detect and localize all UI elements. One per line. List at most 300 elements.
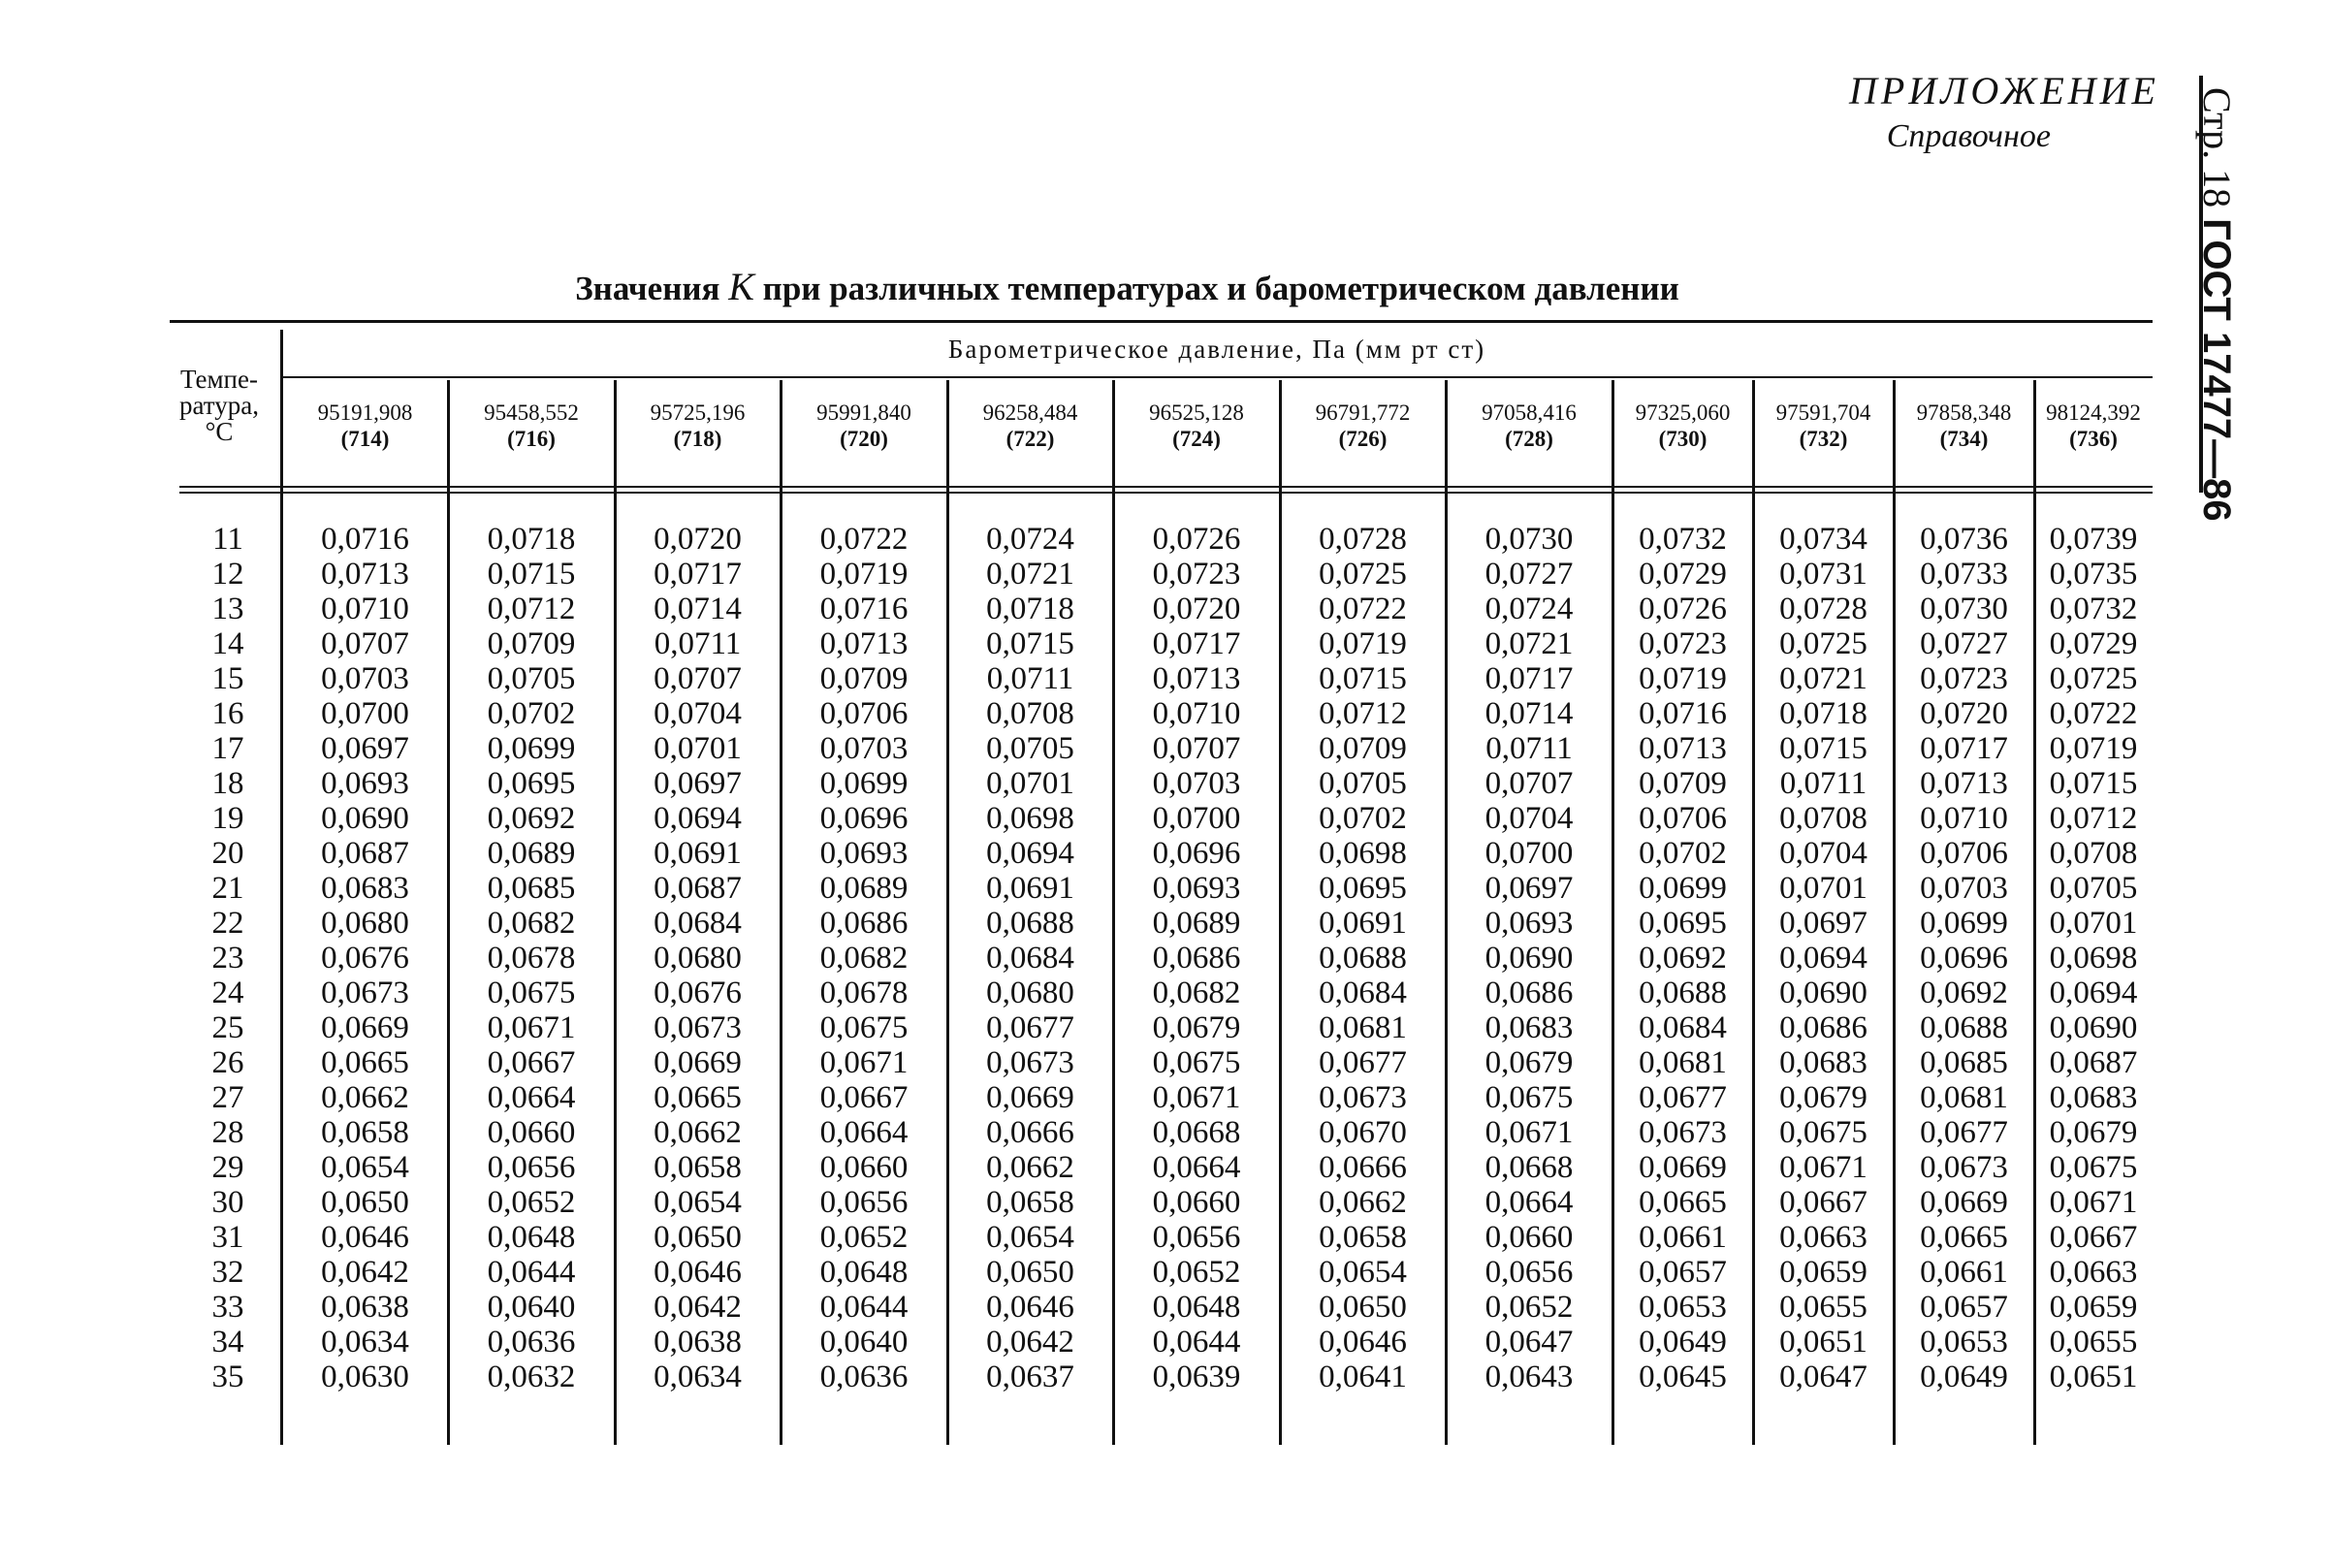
title-after: при различных температурах и барометрическом давлении — [762, 270, 1679, 307]
k-value-cell: 0,0693 — [321, 766, 409, 801]
temperature-cell: 19 — [211, 801, 244, 836]
k-value-cell: 0,0644 — [1152, 1325, 1241, 1360]
k-value-cell: 0,0712 — [1319, 696, 1407, 731]
temperature-cell: 11 — [212, 522, 243, 557]
k-value-cell: 0,0707 — [654, 661, 742, 696]
k-value-cell: 0,0654 — [1319, 1255, 1407, 1290]
k-value-cell: 0,0652 — [1484, 1290, 1574, 1325]
k-value-cell: 0,0664 — [1484, 1185, 1574, 1220]
k-value-cell: 0,0703 — [321, 661, 409, 696]
k-value-cell: 0,0644 — [487, 1255, 576, 1290]
k-value-cell: 0,0707 — [1152, 731, 1241, 766]
k-value-cell: 0,0689 — [819, 871, 909, 906]
k-value-cell: 0,0733 — [1920, 557, 2008, 592]
pressure-mm-label: (718) — [673, 427, 722, 451]
k-value-cell: 0,0669 — [321, 1010, 409, 1045]
k-value-cell: 0,0717 — [1152, 626, 1241, 661]
pressure-pa-label: 97058,416 — [1482, 400, 1577, 425]
k-value-cell: 0,0680 — [654, 941, 742, 976]
k-value-cell: 0,0665 — [321, 1045, 409, 1080]
k-value-cell: 0,0632 — [487, 1360, 576, 1394]
k-value-cell: 0,0646 — [321, 1220, 409, 1255]
title-before: Значения — [575, 270, 720, 307]
k-value-cell: 0,0688 — [1920, 1010, 2008, 1045]
k-value-cell: 0,0682 — [819, 941, 909, 976]
value-column — [1113, 522, 1280, 1394]
k-value-cell: 0,0687 — [2049, 1045, 2138, 1080]
k-value-cell: 0,0648 — [487, 1220, 576, 1255]
k-value-cell: 0,0695 — [1639, 906, 1727, 941]
k-value-cell: 0,0664 — [487, 1080, 576, 1115]
pressure-header: Барометрическое давление, Па (мм рт ст) — [947, 335, 1486, 364]
pressure-pa-label: 95191,908 — [317, 400, 413, 425]
k-value-cell: 0,0692 — [1639, 941, 1727, 976]
k-value-cell: 0,0689 — [487, 836, 576, 871]
pressure-mm-label: (720) — [840, 427, 888, 451]
k-value-cell: 0,0656 — [819, 1185, 909, 1220]
k-value-cell: 0,0686 — [1484, 976, 1574, 1010]
k-value-cell: 0,0713 — [1152, 661, 1241, 696]
pressure-column-header — [2034, 400, 2153, 452]
k-value-cell: 0,0725 — [2049, 661, 2138, 696]
k-value-cell: 0,0702 — [1319, 801, 1407, 836]
k-value-cell: 0,0722 — [819, 522, 909, 557]
k-value-cell: 0,0667 — [819, 1080, 909, 1115]
k-value-cell: 0,0692 — [487, 801, 576, 836]
k-value-cell: 0,0730 — [1920, 592, 2008, 626]
k-value-cell: 0,0719 — [819, 557, 909, 592]
k-value-cell: 0,0690 — [321, 801, 409, 836]
k-value-cell: 0,0647 — [1779, 1360, 1867, 1394]
temperature-cell: 30 — [211, 1185, 244, 1220]
k-value-cell: 0,0723 — [1920, 661, 2008, 696]
k-value-cell: 0,0709 — [819, 661, 909, 696]
k-value-cell: 0,0721 — [1484, 626, 1574, 661]
k-value-cell: 0,0728 — [1319, 522, 1407, 557]
k-value-cell: 0,0652 — [1152, 1255, 1241, 1290]
k-value-cell: 0,0654 — [986, 1220, 1074, 1255]
k-value-cell: 0,0645 — [1639, 1360, 1727, 1394]
k-value-cell: 0,0698 — [2049, 941, 2138, 976]
k-value-cell: 0,0718 — [487, 522, 576, 557]
k-value-cell: 0,0687 — [654, 871, 742, 906]
k-value-cell: 0,0691 — [1319, 906, 1407, 941]
k-value-cell: 0,0717 — [654, 557, 742, 592]
k-value-cell: 0,0736 — [1920, 522, 2008, 557]
pressure-mm-label: (728) — [1505, 427, 1553, 451]
k-value-cell: 0,0677 — [986, 1010, 1074, 1045]
temperature-header-line-1: Темпе- — [180, 365, 258, 394]
side-header — [2194, 87, 2240, 522]
k-value-cell: 0,0671 — [1152, 1080, 1241, 1115]
k-value-cell: 0,0732 — [2049, 592, 2138, 626]
k-value-cell: 0,0655 — [2049, 1325, 2138, 1360]
pressure-pa-label: 97858,348 — [1916, 400, 2012, 425]
k-value-cell: 0,0698 — [1319, 836, 1407, 871]
k-value-cell: 0,0666 — [986, 1115, 1074, 1150]
k-value-cell: 0,0720 — [654, 522, 742, 557]
k-value-cell: 0,0711 — [654, 626, 742, 661]
k-value-cell: 0,0641 — [1319, 1360, 1407, 1394]
pressure-pa-label: 97591,704 — [1775, 400, 1871, 425]
temperature-cell: 25 — [211, 1010, 244, 1045]
k-value-cell: 0,0739 — [2049, 522, 2138, 557]
k-value-cell: 0,0685 — [1920, 1045, 2008, 1080]
k-value-cell: 0,0708 — [1779, 801, 1867, 836]
k-value-cell: 0,0706 — [819, 696, 909, 731]
k-value-cell: 0,0693 — [1484, 906, 1574, 941]
k-value-cell: 0,0664 — [1152, 1150, 1241, 1185]
k-value-cell: 0,0713 — [321, 557, 409, 592]
k-value-cell: 0,0706 — [1639, 801, 1727, 836]
k-value-cell: 0,0646 — [654, 1255, 742, 1290]
k-value-cell: 0,0642 — [986, 1325, 1074, 1360]
k-value-cell: 0,0665 — [1639, 1185, 1727, 1220]
k-value-cell: 0,0710 — [321, 592, 409, 626]
k-value-cell: 0,0700 — [1484, 836, 1574, 871]
k-value-cell: 0,0720 — [1920, 696, 2008, 731]
k-value-cell: 0,0677 — [1319, 1045, 1407, 1080]
side-standard-code: ГОСТ 17477—86 — [2195, 218, 2238, 522]
temperature-cell: 22 — [211, 906, 244, 941]
pressure-mm-label: (730) — [1658, 427, 1708, 451]
k-value-cell: 0,0659 — [2049, 1290, 2138, 1325]
value-column — [448, 522, 615, 1394]
k-value-cell: 0,0731 — [1779, 557, 1867, 592]
temperature-cell: 16 — [211, 696, 244, 731]
k-value-cell: 0,0715 — [986, 626, 1074, 661]
k-value-cell: 0,0688 — [986, 906, 1074, 941]
k-value-cell: 0,0690 — [1779, 976, 1867, 1010]
table-title — [165, 264, 2090, 309]
header-bottom-rule-2 — [179, 492, 2153, 494]
temperature-cell: 21 — [211, 871, 244, 906]
k-value-cell: 0,0717 — [1484, 661, 1574, 696]
k-value-cell: 0,0716 — [321, 522, 409, 557]
k-value-cell: 0,0636 — [487, 1325, 576, 1360]
k-value-cell: 0,0701 — [986, 766, 1074, 801]
k-value-cell: 0,0709 — [1319, 731, 1407, 766]
k-value-cell: 0,0703 — [1152, 766, 1241, 801]
k-value-cell: 0,0699 — [819, 766, 909, 801]
pressure-column-header — [947, 400, 1113, 452]
k-value-cell: 0,0656 — [487, 1150, 576, 1185]
k-value-cell: 0,0658 — [986, 1185, 1074, 1220]
k-value-cell: 0,0694 — [986, 836, 1074, 871]
k-value-cell: 0,0727 — [1920, 626, 2008, 661]
k-value-cell: 0,0696 — [1152, 836, 1241, 871]
k-value-cell: 0,0649 — [1639, 1325, 1727, 1360]
k-value-cell: 0,0639 — [1152, 1360, 1241, 1394]
k-value-cell: 0,0662 — [321, 1080, 409, 1115]
k-value-cell: 0,0671 — [1779, 1150, 1867, 1185]
temperature-cell: 12 — [211, 557, 244, 592]
k-value-cell: 0,0686 — [1152, 941, 1241, 976]
k-value-cell: 0,0656 — [1152, 1220, 1241, 1255]
k-value-cell: 0,0669 — [1639, 1150, 1727, 1185]
k-value-cell: 0,0683 — [2049, 1080, 2138, 1115]
temperature-cell: 20 — [211, 836, 244, 871]
k-value-cell: 0,0721 — [1779, 661, 1867, 696]
temperature-cell: 26 — [211, 1045, 244, 1080]
temperature-cell: 18 — [211, 766, 244, 801]
k-value-cell: 0,0732 — [1639, 522, 1727, 557]
k-value-cell: 0,0682 — [487, 906, 576, 941]
k-value-cell: 0,0652 — [819, 1220, 909, 1255]
pressure-mm-label: (714) — [340, 427, 390, 451]
temperature-cell: 32 — [211, 1255, 244, 1290]
k-value-cell: 0,0705 — [986, 731, 1074, 766]
k-value-cell: 0,0722 — [1319, 592, 1407, 626]
temperature-cell: 24 — [211, 976, 244, 1010]
temperature-cell: 14 — [211, 626, 244, 661]
k-value-cell: 0,0642 — [321, 1255, 409, 1290]
k-value-cell: 0,0673 — [321, 976, 409, 1010]
k-value-cell: 0,0734 — [1779, 522, 1867, 557]
value-column — [1446, 522, 1612, 1394]
pressure-header-rule — [281, 376, 2153, 378]
k-value-cell: 0,0661 — [1920, 1255, 2008, 1290]
k-value-cell: 0,0725 — [1319, 557, 1407, 592]
k-value-cell: 0,0710 — [1152, 696, 1241, 731]
k-value-cell: 0,0729 — [1639, 557, 1727, 592]
k-value-cell: 0,0720 — [1152, 592, 1241, 626]
k-value-cell: 0,0728 — [1779, 592, 1867, 626]
temperature-cell: 27 — [211, 1080, 244, 1115]
pressure-column-header — [448, 400, 615, 452]
k-value-cell: 0,0722 — [2049, 696, 2138, 731]
pressure-mm-label: (736) — [2069, 427, 2118, 451]
pressure-mm-label: (732) — [1799, 427, 1848, 451]
k-value-cell: 0,0699 — [487, 731, 576, 766]
k-value-cell: 0,0715 — [2049, 766, 2138, 801]
value-column — [1280, 522, 1446, 1394]
k-value-cell: 0,0698 — [986, 801, 1074, 836]
k-value-cell: 0,0684 — [654, 906, 742, 941]
k-value-cell: 0,0651 — [1779, 1325, 1867, 1360]
k-value-cell: 0,0648 — [819, 1255, 909, 1290]
k-value-cell: 0,0637 — [986, 1360, 1074, 1394]
k-value-cell: 0,0675 — [1779, 1115, 1867, 1150]
k-value-cell: 0,0668 — [1484, 1150, 1574, 1185]
k-value-cell: 0,0640 — [819, 1325, 909, 1360]
k-value-cell: 0,0660 — [1152, 1185, 1241, 1220]
k-value-cell: 0,0647 — [1484, 1325, 1574, 1360]
value-column — [1612, 522, 1753, 1394]
k-value-cell: 0,0696 — [819, 801, 909, 836]
k-value-cell: 0,0673 — [986, 1045, 1074, 1080]
k-value-cell: 0,0718 — [1779, 696, 1867, 731]
k-value-cell: 0,0656 — [1484, 1255, 1574, 1290]
k-value-cell: 0,0705 — [487, 661, 576, 696]
k-value-cell: 0,0678 — [487, 941, 576, 976]
k-value-cell: 0,0709 — [487, 626, 576, 661]
header-bottom-rule — [179, 486, 2153, 488]
k-value-cell: 0,0642 — [654, 1290, 742, 1325]
pressure-pa-label: 95991,840 — [816, 400, 911, 425]
k-value-cell: 0,0646 — [1319, 1325, 1407, 1360]
temperature-cell: 29 — [211, 1150, 244, 1185]
temperature-column — [170, 522, 286, 1394]
k-value-cell: 0,0715 — [1779, 731, 1867, 766]
k-value-cell: 0,0707 — [1484, 766, 1574, 801]
temperature-header-line-3: °C — [205, 417, 234, 446]
pressure-pa-label: 98124,392 — [2046, 400, 2141, 425]
pressure-mm-label: (716) — [507, 427, 556, 451]
k-value-cell: 0,0714 — [1484, 696, 1574, 731]
reference-label: Справочное — [1886, 118, 2051, 154]
k-value-cell: 0,0650 — [654, 1220, 742, 1255]
k-value-cell: 0,0681 — [1639, 1045, 1727, 1080]
k-value-cell: 0,0710 — [1920, 801, 2008, 836]
k-value-cell: 0,0682 — [1152, 976, 1241, 1010]
title-symbol: K — [728, 265, 754, 308]
k-value-cell: 0,0714 — [654, 592, 742, 626]
k-value-cell: 0,0712 — [487, 592, 576, 626]
pressure-mm-label: (726) — [1338, 427, 1388, 451]
k-value-cell: 0,0699 — [1639, 871, 1727, 906]
k-value-cell: 0,0711 — [986, 661, 1074, 696]
k-value-cell: 0,0675 — [487, 976, 576, 1010]
value-column — [781, 522, 947, 1394]
k-value-cell: 0,0638 — [321, 1290, 409, 1325]
k-value-cell: 0,0673 — [654, 1010, 742, 1045]
k-value-cell: 0,0708 — [986, 696, 1074, 731]
k-value-cell: 0,0658 — [654, 1150, 742, 1185]
pressure-pa-label: 95725,196 — [650, 400, 746, 425]
k-value-cell: 0,0705 — [2049, 871, 2138, 906]
k-value-cell: 0,0686 — [1779, 1010, 1867, 1045]
value-column — [1894, 522, 2034, 1394]
pressure-mm-label: (722) — [1005, 427, 1055, 451]
k-value-cell: 0,0724 — [986, 522, 1074, 557]
k-value-cell: 0,0687 — [321, 836, 409, 871]
k-value-cell: 0,0704 — [1779, 836, 1867, 871]
k-value-cell: 0,0705 — [1319, 766, 1407, 801]
pressure-pa-label: 97325,060 — [1635, 400, 1731, 425]
k-value-cell: 0,0658 — [321, 1115, 409, 1150]
k-value-cell: 0,0716 — [819, 592, 909, 626]
k-value-cell: 0,0730 — [1484, 522, 1574, 557]
k-value-cell: 0,0669 — [986, 1080, 1074, 1115]
k-value-cell: 0,0658 — [1319, 1220, 1407, 1255]
k-value-cell: 0,0664 — [819, 1115, 909, 1150]
k-value-cell: 0,0693 — [819, 836, 909, 871]
k-value-cell: 0,0671 — [487, 1010, 576, 1045]
k-value-cell: 0,0640 — [487, 1290, 576, 1325]
k-value-cell: 0,0652 — [487, 1185, 576, 1220]
value-column — [615, 522, 781, 1394]
k-value-cell: 0,0685 — [487, 871, 576, 906]
k-value-cell: 0,0701 — [654, 731, 742, 766]
k-value-cell: 0,0699 — [1920, 906, 2008, 941]
k-value-cell: 0,0684 — [1639, 1010, 1727, 1045]
k-value-cell: 0,0701 — [1779, 871, 1867, 906]
k-value-cell: 0,0643 — [1484, 1360, 1574, 1394]
k-value-cell: 0,0694 — [1779, 941, 1867, 976]
k-value-cell: 0,0676 — [654, 976, 742, 1010]
k-value-cell: 0,0681 — [1920, 1080, 2008, 1115]
k-value-cell: 0,0715 — [1319, 661, 1407, 696]
k-value-cell: 0,0671 — [819, 1045, 909, 1080]
k-value-cell: 0,0667 — [487, 1045, 576, 1080]
k-value-cell: 0,0657 — [1639, 1255, 1727, 1290]
k-value-cell: 0,0703 — [1920, 871, 2008, 906]
k-value-cell: 0,0711 — [1485, 731, 1573, 766]
k-value-cell: 0,0719 — [2049, 731, 2138, 766]
k-value-cell: 0,0677 — [1639, 1080, 1727, 1115]
k-value-cell: 0,0669 — [1920, 1185, 2008, 1220]
pressure-column-header — [1753, 400, 1894, 452]
k-value-cell: 0,0704 — [1484, 801, 1574, 836]
k-value-cell: 0,0688 — [1639, 976, 1727, 1010]
k-value-cell: 0,0729 — [2049, 626, 2138, 661]
k-value-cell: 0,0684 — [986, 941, 1074, 976]
temperature-header-line-2: ратура, — [179, 391, 259, 420]
k-value-cell: 0,0716 — [1639, 696, 1727, 731]
k-value-cell: 0,0653 — [1639, 1290, 1727, 1325]
temperature-cell: 33 — [211, 1290, 244, 1325]
k-value-cell: 0,0630 — [321, 1360, 409, 1394]
k-value-cell: 0,0675 — [819, 1010, 909, 1045]
k-value-cell: 0,0634 — [654, 1360, 742, 1394]
k-value-cell: 0,0683 — [1779, 1045, 1867, 1080]
k-value-cell: 0,0663 — [2049, 1255, 2138, 1290]
k-value-cell: 0,0673 — [1639, 1115, 1727, 1150]
k-value-cell: 0,0709 — [1639, 766, 1727, 801]
temperature-cell: 23 — [211, 941, 244, 976]
pressure-pa-label: 96525,128 — [1149, 400, 1244, 425]
k-value-cell: 0,0701 — [2049, 906, 2138, 941]
k-value-cell: 0,0684 — [1319, 976, 1407, 1010]
k-value-cell: 0,0654 — [654, 1185, 742, 1220]
k-value-cell: 0,0644 — [819, 1290, 909, 1325]
k-value-cell: 0,0727 — [1484, 557, 1574, 592]
k-value-cell: 0,0691 — [986, 871, 1074, 906]
pressure-pa-label: 95458,552 — [484, 400, 579, 425]
k-value-cell: 0,0724 — [1484, 592, 1574, 626]
k-value-cell: 0,0694 — [2049, 976, 2138, 1010]
k-value-cell: 0,0661 — [1639, 1220, 1727, 1255]
k-value-cell: 0,0662 — [986, 1150, 1074, 1185]
k-value-cell: 0,0690 — [1484, 941, 1574, 976]
k-value-cell: 0,0703 — [819, 731, 909, 766]
k-value-cell: 0,0697 — [654, 766, 742, 801]
k-value-cell: 0,0713 — [1920, 766, 2008, 801]
pressure-column-header — [1113, 400, 1280, 452]
k-value-cell: 0,0669 — [654, 1045, 742, 1080]
temperature-cell: 17 — [211, 731, 244, 766]
k-value-cell: 0,0667 — [2049, 1220, 2138, 1255]
k-value-cell: 0,0708 — [2049, 836, 2138, 871]
k-value-cell: 0,0650 — [1319, 1290, 1407, 1325]
k-value-cell: 0,0680 — [321, 906, 409, 941]
appendix-label: ПРИЛОЖЕНИЕ — [1849, 69, 2159, 112]
value-column — [2034, 522, 2153, 1394]
k-value-cell: 0,0725 — [1779, 626, 1867, 661]
value-column — [282, 522, 448, 1394]
k-value-cell: 0,0667 — [1779, 1185, 1867, 1220]
k-value-cell: 0,0659 — [1779, 1255, 1867, 1290]
k-value-cell: 0,0648 — [1152, 1290, 1241, 1325]
k-value-cell: 0,0655 — [1779, 1290, 1867, 1325]
k-value-cell: 0,0713 — [1639, 731, 1727, 766]
k-value-cell: 0,0651 — [2049, 1360, 2138, 1394]
table-top-rule — [170, 320, 2153, 323]
k-value-cell: 0,0681 — [1319, 1010, 1407, 1045]
k-value-cell: 0,0707 — [321, 626, 409, 661]
k-value-cell: 0,0657 — [1920, 1290, 2008, 1325]
